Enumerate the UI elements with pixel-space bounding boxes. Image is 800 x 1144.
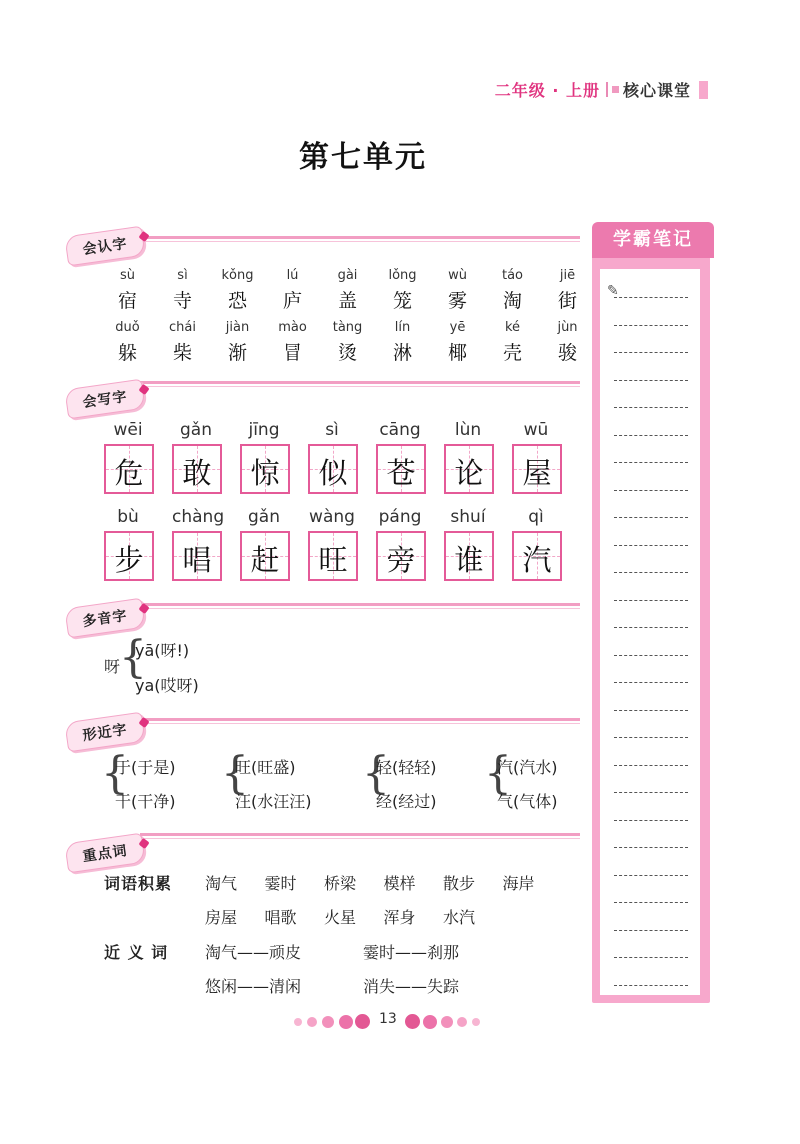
hanzi: 苍	[386, 456, 416, 490]
footer-dot	[423, 1015, 437, 1029]
word-accumulation-label: 词语积累	[104, 874, 173, 893]
pinyin: chàng	[172, 507, 225, 527]
hanzi: 骏	[557, 342, 577, 364]
read-char	[265, 268, 320, 313]
hanzi: 淘	[502, 290, 522, 312]
tag-similar-chars: 形近字	[64, 712, 145, 753]
note-line[interactable]	[614, 985, 688, 986]
read-char	[430, 268, 485, 313]
pinyin: duǒ	[115, 320, 140, 335]
hanzi: 冒	[282, 342, 302, 364]
note-line[interactable]	[614, 407, 688, 408]
note-line[interactable]	[614, 682, 688, 683]
hanzi: 危	[114, 456, 144, 490]
word: 火星	[324, 908, 357, 927]
note-line[interactable]	[614, 297, 688, 298]
read-char	[155, 320, 210, 365]
read-char	[155, 268, 210, 313]
write-char	[512, 507, 580, 581]
write-char	[512, 420, 580, 494]
footer-dot	[472, 1018, 480, 1026]
note-line[interactable]	[614, 710, 688, 711]
read-char	[210, 268, 265, 313]
similar-2a: 旺(旺盛)	[235, 758, 296, 777]
footer-dot	[339, 1015, 353, 1029]
polyphone-char: 呀	[104, 657, 121, 676]
word: 模样	[383, 874, 416, 893]
word-list-row-2	[205, 905, 503, 928]
pinyin: wàng	[309, 507, 355, 527]
hanzi: 旺	[318, 543, 348, 577]
synonym-4: 消失——失踪	[363, 977, 460, 996]
pinyin: sì	[177, 268, 188, 283]
notes-area	[600, 269, 700, 995]
page-header	[495, 78, 708, 101]
hanzi: 赶	[250, 543, 280, 577]
note-line[interactable]	[614, 435, 688, 436]
pinyin: jiē	[559, 268, 576, 283]
page-number: 13	[379, 1011, 397, 1027]
brace: {	[484, 748, 512, 799]
pinyin: yē	[449, 320, 466, 335]
hanzi: 恐	[227, 290, 247, 312]
similar-3a: 轻(轻轻)	[376, 758, 437, 777]
hanzi: 宿	[117, 290, 137, 312]
section-label: 核心课堂	[622, 81, 691, 100]
read-char	[540, 268, 595, 313]
footer-dot	[405, 1014, 420, 1029]
header-square-icon	[612, 86, 619, 93]
note-line[interactable]	[614, 462, 688, 463]
footer-dot	[307, 1017, 317, 1027]
footer-dot	[294, 1018, 302, 1026]
section-rule-thin	[140, 723, 580, 724]
pinyin: wēi	[113, 420, 143, 440]
footer-dot	[457, 1017, 467, 1027]
note-line[interactable]	[614, 325, 688, 326]
pinyin: lùn	[454, 420, 482, 440]
pinyin: jùn	[557, 320, 578, 335]
write-char	[444, 507, 512, 581]
tianzige-box	[240, 444, 290, 494]
read-char	[265, 320, 320, 365]
hanzi: 躲	[117, 342, 137, 364]
write-char	[308, 420, 376, 494]
grade-label: 二年级 · 上册	[494, 81, 600, 100]
tag-key-words: 重点词	[64, 833, 145, 874]
hanzi: 屋	[522, 456, 552, 490]
notes-panel	[592, 255, 710, 1003]
hanzi: 椰	[447, 342, 467, 364]
tag-polyphone: 多音字	[64, 598, 145, 639]
note-line[interactable]	[614, 737, 688, 738]
tianzige-box	[376, 444, 426, 494]
note-line[interactable]	[614, 792, 688, 793]
pinyin: lǒng	[388, 268, 417, 283]
note-line[interactable]	[614, 352, 688, 353]
tag-write-chars: 会写字	[64, 379, 145, 420]
pinyin: kǒng	[221, 268, 254, 283]
polyphone-reading-1: yā(呀!)	[135, 641, 190, 660]
section-rule-thin	[140, 608, 580, 609]
section-rule-thin	[140, 838, 580, 839]
pinyin: chái	[169, 320, 196, 335]
hanzi: 汽	[522, 543, 552, 577]
hanzi: 盖	[337, 290, 357, 312]
word: 浑身	[383, 908, 416, 927]
footer-dot	[355, 1014, 370, 1029]
tianzige-box	[376, 531, 426, 581]
note-line[interactable]	[614, 765, 688, 766]
write-row-1	[104, 420, 580, 494]
word: 海岸	[502, 874, 535, 893]
word-list-row-1	[205, 871, 562, 894]
polyphone-reading-2: ya(哎呀)	[135, 676, 199, 695]
pinyin: páng	[378, 507, 422, 527]
brace: {	[221, 748, 249, 799]
word: 桥梁	[324, 874, 357, 893]
header-divider	[606, 82, 608, 97]
word: 淘气	[205, 874, 238, 893]
read-char	[100, 320, 155, 365]
read-row-1	[100, 268, 650, 313]
note-line[interactable]	[614, 902, 688, 903]
hanzi: 街	[557, 290, 577, 312]
pinyin: lín	[394, 320, 411, 335]
note-line[interactable]	[614, 847, 688, 848]
note-line[interactable]	[614, 627, 688, 628]
tianzige-box	[172, 531, 222, 581]
read-char	[100, 268, 155, 313]
pinyin: gǎn	[248, 507, 280, 527]
pinyin: gài	[337, 268, 358, 283]
tianzige-box	[104, 531, 154, 581]
word: 房屋	[205, 908, 238, 927]
section-rule-thin	[140, 241, 580, 242]
write-row-2	[104, 507, 580, 581]
pinyin: qì	[528, 507, 544, 527]
notes-title: 学霸笔记	[592, 222, 714, 258]
hanzi: 惊	[250, 456, 280, 490]
write-char	[376, 420, 444, 494]
pinyin: wù	[448, 268, 467, 283]
read-char	[485, 268, 540, 313]
brace: {	[119, 632, 147, 683]
read-char	[210, 320, 265, 365]
similar-4b: 气(气体)	[497, 792, 558, 811]
unit-title: 第七单元	[299, 140, 427, 175]
synonym-label: 近 义 词	[104, 943, 169, 962]
pinyin: bù	[117, 507, 139, 527]
synonym-3: 悠闲——清闲	[205, 977, 302, 996]
hanzi: 唱	[182, 543, 212, 577]
read-char	[320, 268, 375, 313]
pinyin: sì	[325, 420, 339, 440]
pinyin: cāng	[379, 420, 421, 440]
section-rule	[140, 381, 580, 384]
section-rule	[140, 236, 580, 239]
write-char	[240, 420, 308, 494]
tag-read-chars: 会认字	[64, 226, 145, 267]
tianzige-box	[512, 531, 562, 581]
write-char	[172, 507, 240, 581]
note-line[interactable]	[614, 820, 688, 821]
hanzi: 壳	[502, 342, 522, 364]
write-char	[240, 507, 308, 581]
similar-2b: 汪(水汪汪)	[235, 792, 312, 811]
section-rule	[140, 603, 580, 606]
read-char	[485, 320, 540, 365]
tianzige-box	[444, 531, 494, 581]
hanzi: 雾	[447, 290, 467, 312]
header-tab-mark	[699, 81, 708, 99]
brace: {	[101, 748, 129, 799]
synonym-2: 霎时——刹那	[363, 943, 460, 962]
pinyin: jiàn	[225, 320, 250, 335]
hanzi: 似	[318, 456, 348, 490]
pinyin: sù	[119, 268, 135, 283]
similar-1a: 于(于是)	[115, 758, 176, 777]
word: 水汽	[443, 908, 476, 927]
pinyin: jīng	[248, 420, 280, 440]
pinyin: ké	[504, 320, 521, 335]
tianzige-box	[104, 444, 154, 494]
tianzige-box	[512, 444, 562, 494]
tianzige-box	[308, 531, 358, 581]
tianzige-box	[444, 444, 494, 494]
hanzi: 渐	[227, 342, 247, 364]
hanzi: 笼	[392, 290, 412, 312]
note-line[interactable]	[614, 380, 688, 381]
tianzige-box	[308, 444, 358, 494]
note-line[interactable]	[614, 545, 688, 546]
hanzi: 庐	[282, 290, 302, 312]
similar-3b: 经(经过)	[376, 792, 437, 811]
tianzige-box	[172, 444, 222, 494]
word: 霎时	[264, 874, 297, 893]
hanzi: 淋	[392, 342, 412, 364]
note-line[interactable]	[614, 490, 688, 491]
pinyin: mào	[278, 320, 307, 335]
pinyin: tàng	[332, 320, 363, 335]
pinyin: wū	[523, 420, 549, 440]
write-char	[308, 507, 376, 581]
write-char	[376, 507, 444, 581]
section-rule	[140, 833, 580, 836]
similar-1b: 干(干净)	[115, 792, 176, 811]
page-footer	[0, 1012, 800, 1032]
hanzi: 敢	[182, 456, 212, 490]
write-char	[444, 420, 512, 494]
note-line[interactable]	[614, 957, 688, 958]
similar-4a: 汽(汽水)	[497, 758, 558, 777]
read-char	[540, 320, 595, 365]
brace: {	[362, 748, 390, 799]
read-char	[430, 320, 485, 365]
hanzi: 烫	[337, 342, 357, 364]
hanzi: 柴	[172, 342, 192, 364]
write-char	[172, 420, 240, 494]
section-rule-thin	[140, 386, 580, 387]
note-line[interactable]	[614, 517, 688, 518]
pinyin: shuí	[450, 507, 486, 527]
tianzige-box	[240, 531, 290, 581]
word: 唱歌	[264, 908, 297, 927]
footer-dot	[441, 1016, 453, 1028]
word: 散步	[443, 874, 476, 893]
note-line[interactable]	[614, 875, 688, 876]
pinyin: gǎn	[180, 420, 212, 440]
read-char	[375, 320, 430, 365]
note-line[interactable]	[614, 930, 688, 931]
read-char	[320, 320, 375, 365]
note-line[interactable]	[614, 655, 688, 656]
pencil-icon: ✎	[607, 283, 619, 299]
hanzi: 论	[454, 456, 484, 490]
pinyin: lú	[286, 268, 299, 283]
hanzi: 旁	[386, 543, 416, 577]
hanzi: 寺	[172, 290, 192, 312]
footer-dot	[322, 1016, 334, 1028]
write-char	[104, 507, 172, 581]
section-rule	[140, 718, 580, 721]
hanzi: 步	[114, 543, 144, 577]
write-char	[104, 420, 172, 494]
read-row-2	[100, 320, 595, 365]
read-char	[375, 268, 430, 313]
note-line[interactable]	[614, 600, 688, 601]
hanzi: 谁	[454, 543, 484, 577]
note-line[interactable]	[614, 572, 688, 573]
pinyin: táo	[501, 268, 524, 283]
synonym-1: 淘气——顽皮	[205, 943, 302, 962]
